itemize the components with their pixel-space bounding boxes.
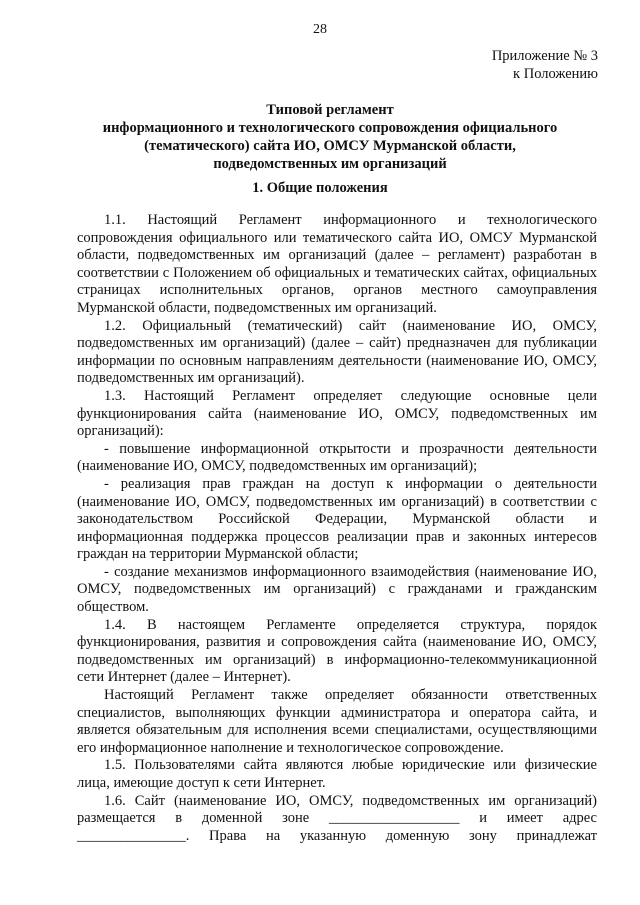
paragraph: Настоящий Регламент также определяет обязанности ответственных специалистов, выполняющих функции администратора и оператора сайта, и является обязательным для исполнения всеми специалистами, осуществляющими его информационное наполнение и технологическое сопровождение.	[77, 687, 597, 756]
paragraph: 1.6. Сайт (наименование ИО, ОМСУ, подведомственных им организаций) размещается в доменной зоне __________________ и имеет адрес _______________. Права на указанную доменную зону принадлежат	[77, 792, 597, 844]
title-line: подведомственных им организаций	[213, 156, 447, 172]
title-line: информационного и технологического сопровождения официального	[102, 120, 558, 136]
document-title	[60, 101, 600, 173]
paragraph: - создание механизмов информационного взаимодействия (наименование ИО, ОМСУ, подведомственных им организаций) с гражданами и гражданским обществом.	[77, 563, 597, 616]
title-line: Типовой регламент	[266, 102, 394, 118]
appendix-line: к Положению	[513, 66, 598, 82]
section-heading: 1. Общие положения	[252, 180, 388, 196]
title-line: (тематического) сайта ИО, ОМСУ Мурманской области,	[144, 138, 516, 154]
paragraph: 1.2. Официальный (тематический) сайт (наименование ИО, ОМСУ, подведомственных им организаций) (далее – сайт) предназначен для публикации информации по основным направлениям деятельности (наименование ИО, ОМСУ, подведомственных им организаций).	[77, 317, 597, 387]
appendix-reference	[492, 47, 598, 83]
paragraph: 1.4. В настоящем Регламенте определяется структура, порядок функционирования, развития и сопровождения сайта (наименование ИО, ОМСУ, подведомственных им организаций) в информационно-телекоммуникационной сети Интернет (далее – Интернет).	[77, 616, 597, 686]
page-number: 28	[313, 22, 327, 37]
paragraph: - повышение информационной открытости и прозрачности деятельности (наименование ИО, ОМСУ, подведомственных им организаций);	[77, 440, 597, 475]
document-body	[77, 212, 597, 845]
paragraph: 1.1. Настоящий Регламент информационного и технологического сопровождения официального или тематического сайта ИО, ОМСУ Мурманской области, подведомственных им организаций (далее – регламент) разработан в соответствии с Положением об официальных и тематических сайтах, официальных страницах исполнительных органов, органов местного самоуправления Мурманской области, подведомственных им организаций.	[77, 212, 597, 316]
paragraph: 1.5. Пользователями сайта являются любые юридические или физические лица, имеющие доступ к сети Интернет.	[77, 757, 597, 791]
paragraph: - реализация прав граждан на доступ к информации о деятельности (наименование ИО, ОМСУ, подведомственных им организаций) в соответствии с законодательством Российской Федерации, Мурманской области и информационная поддержка процессов реализации прав и законных интересов граждан на территории Мурманской области;	[77, 475, 597, 563]
paragraph: 1.3. Настоящий Регламент определяет следующие основные цели функционирования сайта (наименование ИО, ОМСУ, подведомственных им организаций):	[77, 387, 597, 440]
appendix-line: Приложение № 3	[491, 48, 598, 64]
